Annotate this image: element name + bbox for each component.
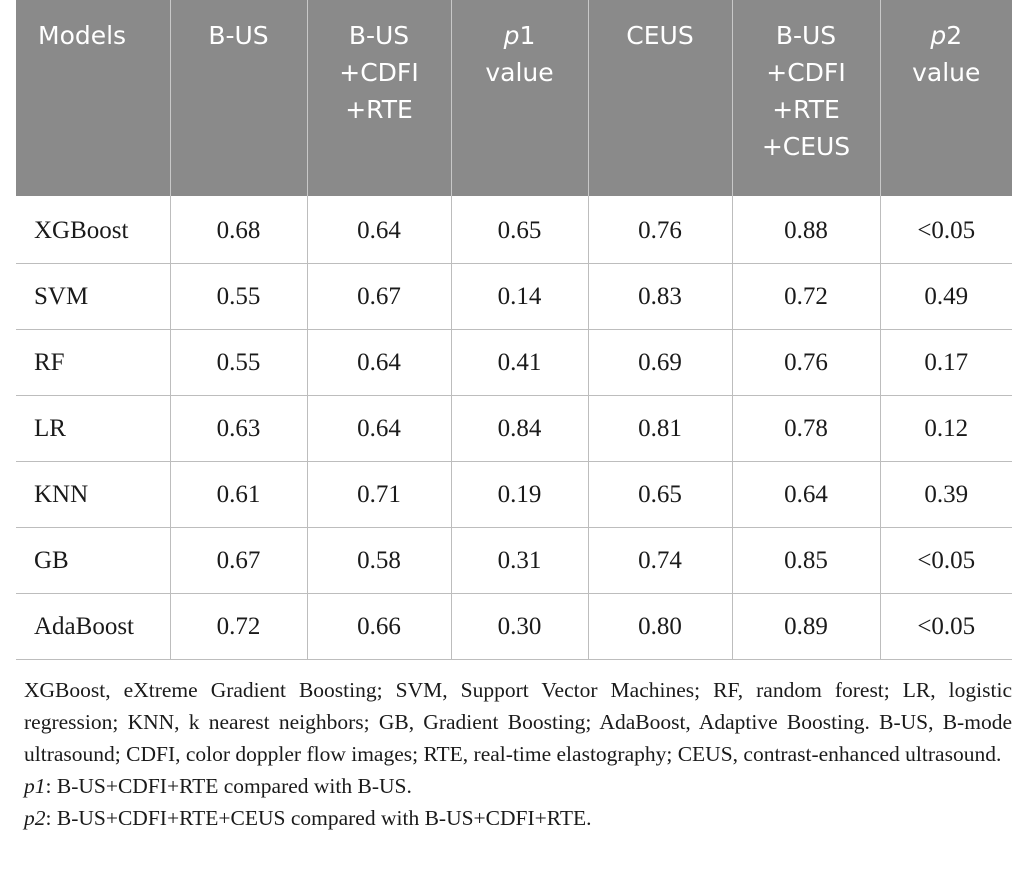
table-row [16, 528, 1012, 594]
p2-label: p2 [24, 806, 46, 830]
value-cell: 0.85 [732, 528, 880, 594]
p2-note [24, 802, 1012, 834]
column-header-line [456, 17, 584, 54]
model-name-cell: XGBoost [34, 216, 129, 244]
column-header-line [885, 17, 1009, 54]
value-cell: 0.65 [588, 462, 732, 528]
model-name-cell: KNN [16, 462, 170, 528]
model-name-cell: GB [16, 528, 170, 594]
p1-note [24, 770, 1012, 802]
table-header [16, 0, 1012, 196]
value-cell: 0.64 [307, 396, 451, 462]
value-cell: 0.14 [451, 264, 588, 330]
value-cell: 0.88 [732, 196, 880, 264]
column-header-line: +CDFI [339, 58, 419, 87]
p-index: 1 [519, 21, 536, 50]
column-header-2 [307, 0, 451, 196]
value-cell: 0.31 [451, 528, 588, 594]
value-cell: 0.76 [588, 196, 732, 264]
table-footnotes [24, 674, 1012, 834]
column-header-3 [451, 0, 588, 196]
value-cell: 0.89 [732, 594, 880, 660]
value-cell: 0.17 [880, 330, 1012, 396]
value-cell: 0.30 [451, 594, 588, 660]
column-header-line: +CEUS [761, 132, 851, 161]
column-header-6 [880, 0, 1012, 196]
model-name-cell: AdaBoost [16, 594, 170, 660]
column-header-line: B-US [208, 21, 269, 50]
value-cell: 0.69 [588, 330, 732, 396]
value-cell: 0.64 [732, 462, 880, 528]
value-cell: 0.12 [880, 396, 1012, 462]
value-cell: <0.05 [880, 594, 1012, 660]
table-row [16, 462, 1012, 528]
model-name-cell: RF [16, 330, 170, 396]
column-header-line: B-US [775, 21, 837, 50]
value-cell: 0.68 [170, 196, 307, 264]
value-cell: 0.71 [307, 462, 451, 528]
value-cell: 0.67 [170, 528, 307, 594]
value-cell: 0.65 [451, 196, 588, 264]
value-cell: 0.66 [307, 594, 451, 660]
column-header-line: +RTE [772, 95, 840, 124]
column-header-5 [732, 0, 880, 196]
table-row [16, 594, 1012, 660]
value-cell: 0.61 [170, 462, 307, 528]
value-cell: 0.64 [307, 196, 451, 264]
model-name-cell: SVM [16, 264, 170, 330]
value-cell: 0.41 [451, 330, 588, 396]
value-cell: 0.67 [307, 264, 451, 330]
p1-label: p1 [24, 774, 46, 798]
abbreviations-note: XGBoost, eXtreme Gradient Boosting; SVM, Support Vector Machines; RF, random forest; LR, logistic regression; KNN, k nearest neighbors; GB, Gradient Boosting; AdaBoost, Adaptive Boosting. B-US, B-mode ultrasound; CDFI, color doppler flow images; RTE, real-time elastography; CEUS, contrast-enhanced ultrasound. [24, 678, 1012, 766]
column-header-1 [170, 0, 307, 196]
value-cell: <0.05 [880, 528, 1012, 594]
value-cell: 0.72 [732, 264, 880, 330]
p2-text: : B-US+CDFI+RTE+CEUS compared with B-US+CDFI+RTE. [45, 806, 592, 830]
results-table [16, 0, 1012, 660]
table-row [16, 196, 1012, 264]
header-row [16, 0, 1012, 196]
p-symbol: p [503, 21, 520, 50]
model-name-cell: LR [16, 396, 170, 462]
value-cell: 0.83 [588, 264, 732, 330]
column-header-line: CEUS [626, 21, 694, 50]
value-cell: 0.49 [880, 264, 1012, 330]
value-cell: 0.72 [170, 594, 307, 660]
value-cell: <0.05 [880, 196, 1012, 264]
value-cell: 0.84 [451, 396, 588, 462]
value-cell: 0.80 [588, 594, 732, 660]
table-row [16, 264, 1012, 330]
value-cell: 0.81 [588, 396, 732, 462]
column-header-line: +RTE [345, 95, 413, 124]
column-header-0 [16, 0, 170, 196]
p1-text: : B-US+CDFI+RTE compared with B-US. [45, 774, 412, 798]
table-row [16, 396, 1012, 462]
value-cell: 0.76 [732, 330, 880, 396]
value-cell: 0.74 [588, 528, 732, 594]
value-cell: 0.78 [732, 396, 880, 462]
column-header-line: +CDFI [766, 58, 846, 87]
table-body [16, 196, 1012, 660]
value-cell: 0.39 [880, 462, 1012, 528]
value-cell: 0.55 [170, 264, 307, 330]
p-index: 2 [946, 21, 963, 50]
table-row [16, 330, 1012, 396]
column-header-line: value [485, 58, 554, 87]
p-symbol: p [930, 21, 947, 50]
column-header-line: Models [38, 21, 127, 50]
column-header-4 [588, 0, 732, 196]
value-cell: 0.55 [170, 330, 307, 396]
column-header-line: value [912, 58, 981, 87]
column-header-line: B-US [348, 21, 410, 50]
value-cell: 0.63 [170, 396, 307, 462]
value-cell: 0.58 [307, 528, 451, 594]
value-cell: 0.19 [451, 462, 588, 528]
value-cell: 0.64 [307, 330, 451, 396]
